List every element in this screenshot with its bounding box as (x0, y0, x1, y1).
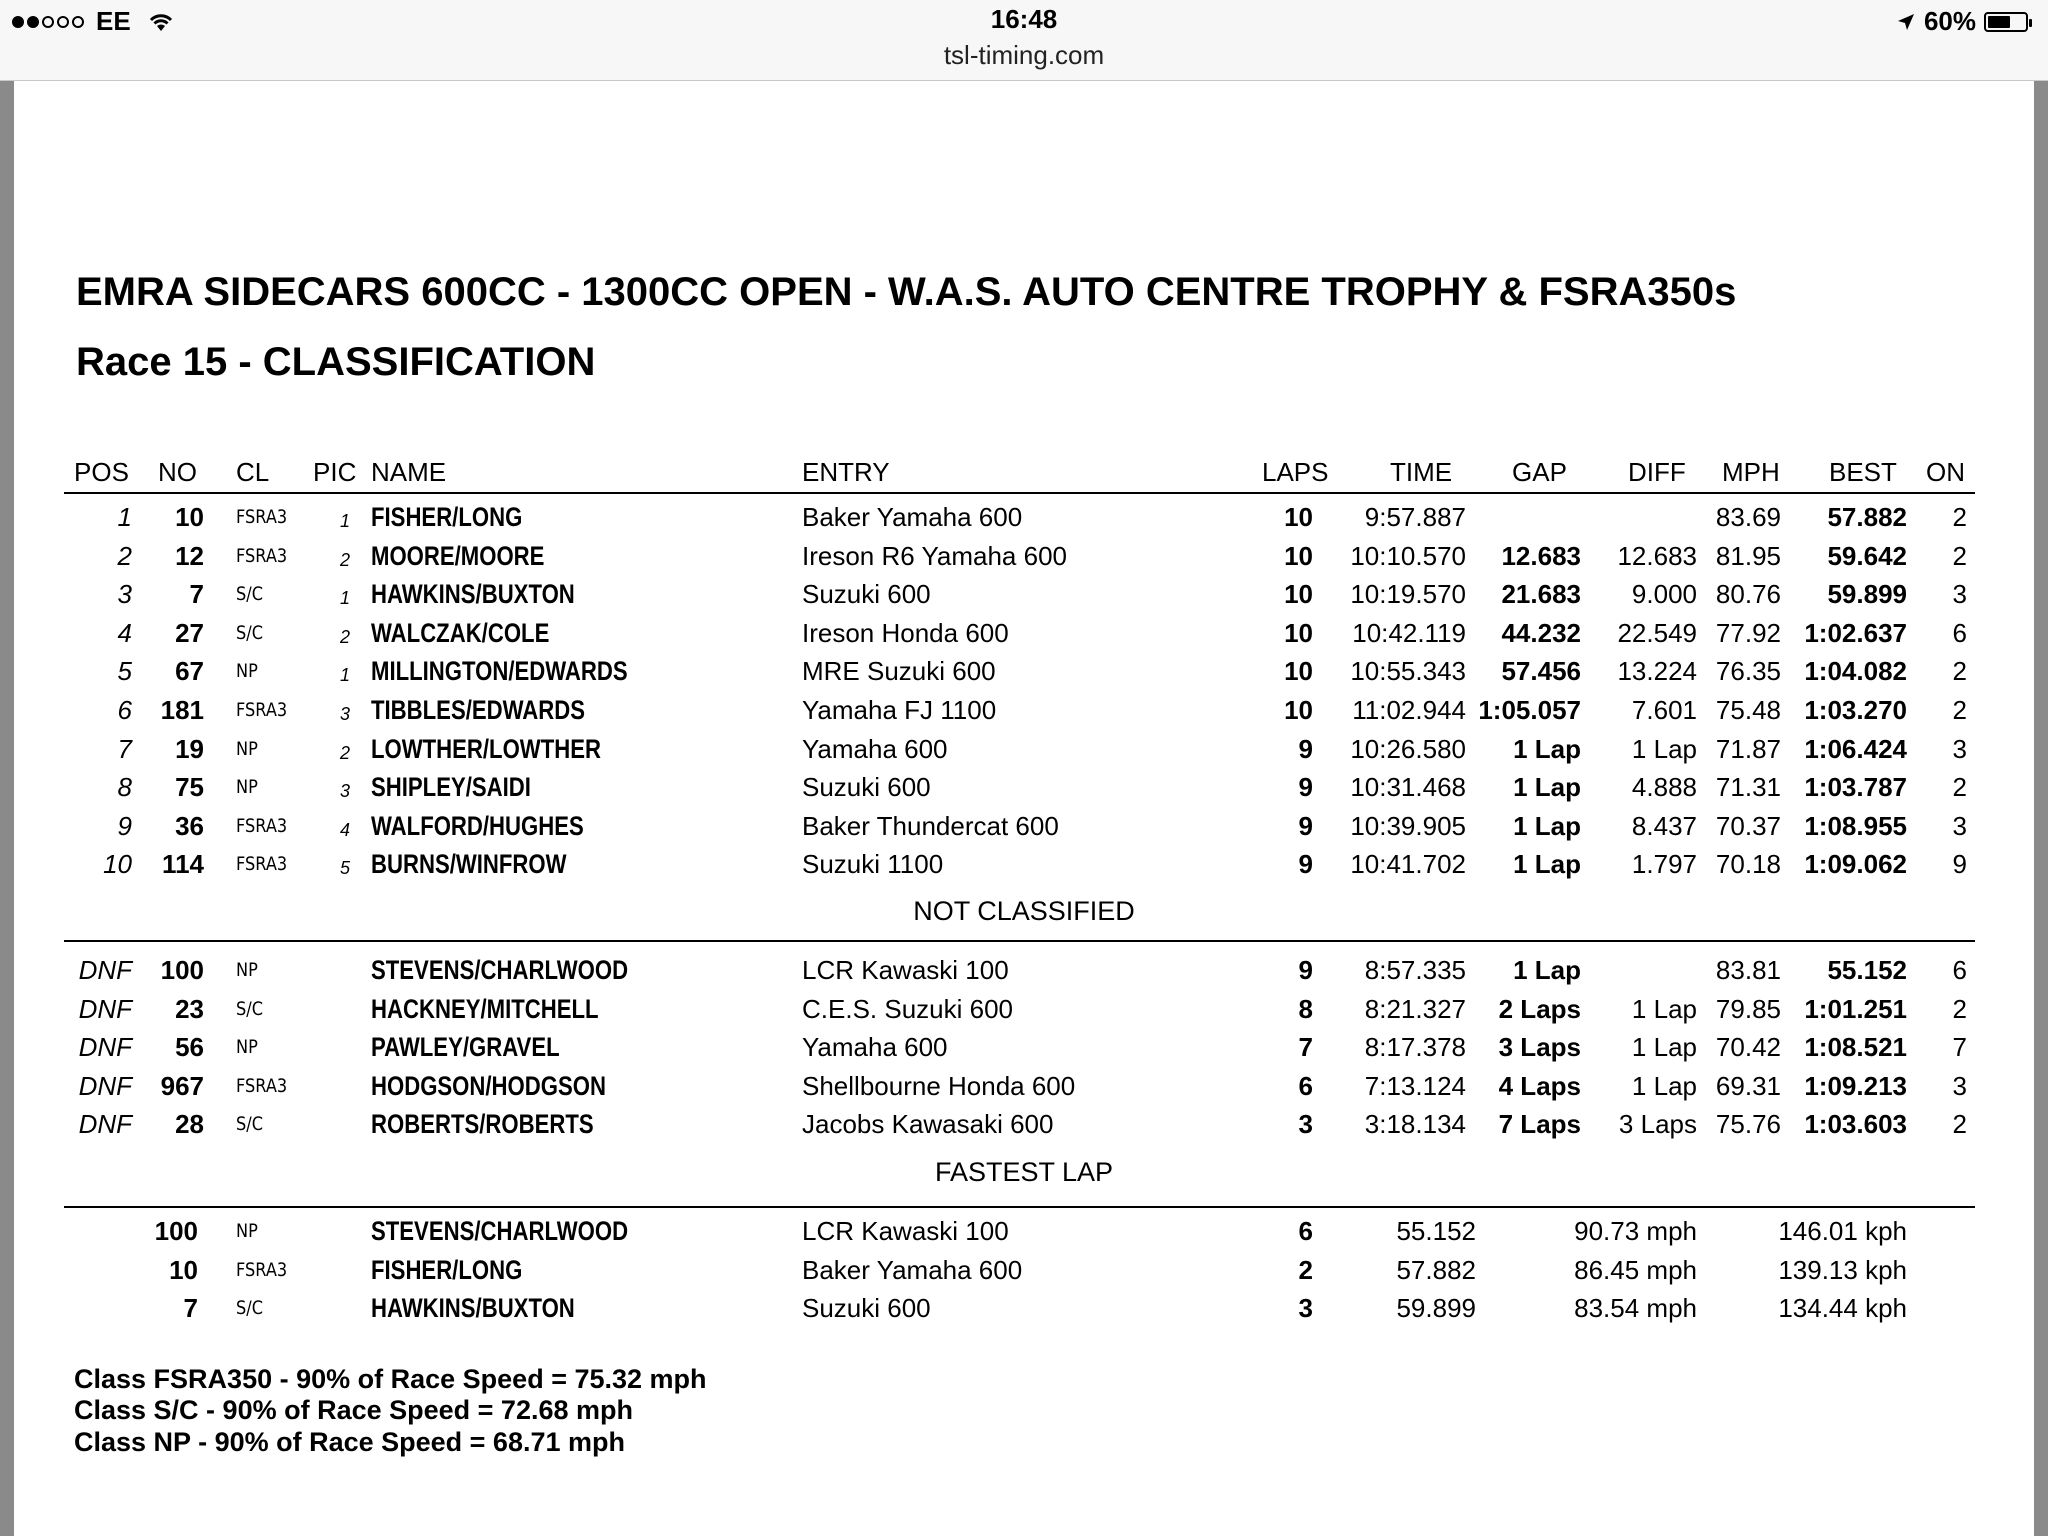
event-title: EMRA SIDECARS 600CC - 1300CC OPEN - W.A.S. AUTO CENTRE TROPHY & FSRA350s (76, 270, 1737, 314)
cell-time: 55.152 (1396, 1216, 1476, 1246)
cell-time: 8:21.327 (1364, 993, 1466, 1024)
footnote-fsra350: Class FSRA350 - 90% of Race Speed = 75.32 mph (74, 1364, 707, 1394)
cell-time: 7:13.124 (1364, 1070, 1466, 1101)
cell-gap: 1 Lap (1513, 810, 1581, 841)
cell-pos: 4 (117, 617, 132, 648)
cell-mph: 70.42 (1715, 1032, 1781, 1063)
cell-laps: 7 (1298, 1032, 1313, 1063)
cell-gap: 57.456 (1501, 656, 1581, 687)
cell-entry: C.E.S. Suzuki 600 (802, 993, 1013, 1024)
carrier-name: EE (96, 6, 131, 36)
cell-best: 59.642 (1827, 540, 1907, 571)
header-pos: POS (74, 457, 129, 487)
cell-no: 23 (175, 993, 204, 1024)
cell-diff: 3 Laps (1618, 1109, 1697, 1140)
cell-no: 36 (175, 810, 204, 841)
header-entry: ENTRY (802, 457, 890, 487)
cell-gap: 7 Laps (1498, 1109, 1581, 1140)
cell-name: HAWKINS/BUXTON (371, 579, 575, 610)
cell-time: 10:31.468 (1350, 772, 1466, 803)
cell-diff: 22.549 (1617, 617, 1697, 648)
cell-time: 59.899 (1396, 1293, 1476, 1324)
cell-gap: 1:05.057 (1478, 695, 1581, 725)
cell-diff: 9.000 (1631, 579, 1697, 610)
cell-mph: 83.54 mph (1574, 1293, 1697, 1324)
header-time: TIME (1390, 457, 1453, 487)
result-row (0, 730, 2048, 768)
cell-mph: 80.76 (1715, 579, 1781, 610)
cell-entry: LCR Kawaski 100 (802, 1216, 1009, 1246)
cell-pic: 3 (340, 704, 351, 724)
dnf-row (0, 1067, 2048, 1105)
cell-mph: 81.95 (1715, 540, 1781, 571)
cell-name: HODGSON/HODGSON (371, 1070, 606, 1101)
cell-name: MILLINGTON/EDWARDS (371, 656, 628, 687)
cell-best: 55.152 (1827, 955, 1907, 985)
race-title: Race 15 - CLASSIFICATION (76, 340, 596, 384)
cell-pos: 1 (117, 502, 132, 532)
cell-no: 12 (175, 540, 204, 571)
header-laps: LAPS (1262, 457, 1329, 487)
cell-best: 1:04.082 (1804, 656, 1907, 687)
cell-on: 9 (1952, 849, 1967, 880)
cell-kph: 139.13 kph (1778, 1254, 1907, 1285)
cell-pos: 5 (117, 656, 132, 687)
cell-no: 114 (162, 849, 204, 880)
cell-class: S/C (236, 621, 263, 644)
cell-no: 67 (175, 656, 204, 687)
cell-no: 967 (160, 1070, 204, 1101)
cell-class: FSRA3 (236, 853, 288, 876)
header-no: NO (158, 457, 197, 487)
cell-name: STEVENS/CHARLWOOD (371, 1216, 629, 1246)
cell-laps: 6 (1298, 1070, 1313, 1101)
cell-no: 100 (160, 955, 204, 985)
cell-best: 59.899 (1827, 579, 1907, 610)
cell-time: 10:39.905 (1350, 810, 1466, 841)
cell-diff: 1 Lap (1631, 993, 1697, 1024)
cell-time: 3:18.134 (1364, 1109, 1466, 1140)
cell-lap: 2 (1298, 1254, 1313, 1285)
cell-name: SHIPLEY/SAIDI (371, 772, 531, 803)
cell-laps: 10 (1284, 502, 1313, 532)
cell-pic: 1 (340, 665, 351, 686)
cell-pos: DNF (78, 1032, 132, 1063)
cell-no: 56 (175, 1032, 204, 1063)
cell-no: 7 (183, 1293, 198, 1324)
cell-best: 1:03.270 (1804, 695, 1907, 725)
cell-laps: 9 (1298, 955, 1313, 985)
result-row (0, 498, 2048, 536)
cell-diff: 8.437 (1631, 810, 1697, 841)
cell-pos: 8 (117, 772, 132, 803)
cell-name: MOORE/MOORE (371, 540, 545, 571)
cell-pic: 1 (340, 511, 351, 531)
cell-pos: 6 (117, 695, 132, 725)
cell-mph: 86.45 mph (1574, 1254, 1697, 1285)
cell-no: 75 (175, 772, 204, 803)
cell-class: NP (236, 776, 258, 799)
cell-laps: 10 (1284, 540, 1313, 571)
cell-name: WALCZAK/COLE (371, 617, 550, 648)
cell-pos: DNF (78, 1070, 132, 1101)
cell-entry: Suzuki 1100 (802, 849, 944, 880)
cell-gap: 4 Laps (1498, 1070, 1581, 1101)
cell-entry: MRE Suzuki 600 (802, 656, 996, 687)
ios-status-bar (0, 0, 2048, 81)
cell-no: 181 (160, 695, 204, 725)
cell-on: 2 (1952, 695, 1967, 725)
cell-pic: 4 (340, 819, 351, 840)
cell-mph: 90.73 mph (1574, 1216, 1697, 1246)
cell-mph: 69.31 (1715, 1070, 1781, 1101)
cell-pic: 2 (340, 549, 351, 570)
cell-name: HACKNEY/MITCHELL (371, 993, 599, 1024)
fastest-lap-heading: FASTEST LAP (934, 1157, 1114, 1187)
cell-class: FSRA3 (236, 699, 288, 721)
url-bar[interactable]: tsl-timing.com (943, 40, 1105, 70)
cell-mph: 77.92 (1715, 617, 1781, 648)
cell-no: 7 (189, 579, 204, 610)
cell-name: FISHER/LONG (371, 502, 523, 532)
cell-class: FSRA3 (236, 544, 288, 567)
header-diff: DIFF (1628, 457, 1686, 487)
cell-name: STEVENS/CHARLWOOD (371, 955, 629, 985)
cell-time: 10:41.702 (1350, 849, 1466, 880)
result-row (0, 768, 2048, 806)
location-arrow-icon (1896, 12, 1916, 32)
cell-laps: 10 (1284, 617, 1313, 648)
cell-laps: 9 (1298, 849, 1313, 880)
cell-entry: Ireson Honda 600 (802, 617, 1009, 648)
cell-entry: Ireson R6 Yamaha 600 (802, 540, 1067, 571)
cell-gap: 1 Lap (1513, 733, 1581, 764)
header-mph: MPH (1722, 457, 1780, 487)
cell-diff: 1.797 (1631, 849, 1697, 880)
cell-on: 2 (1952, 656, 1967, 687)
cell-class: NP (236, 1220, 258, 1242)
footnote-sc: Class S/C - 90% of Race Speed = 72.68 mph (74, 1395, 633, 1425)
dnf-row (0, 990, 2048, 1028)
cell-mph: 83.69 (1715, 502, 1781, 532)
cell-gap: 2 Laps (1498, 993, 1581, 1024)
cell-class: NP (236, 959, 258, 981)
cell-name: LOWTHER/LOWTHER (371, 733, 601, 764)
cell-time: 57.882 (1396, 1254, 1476, 1285)
cell-gap: 3 Laps (1498, 1032, 1581, 1063)
cell-entry: Yamaha FJ 1100 (802, 695, 997, 725)
header-rule (64, 492, 1975, 494)
cell-on: 7 (1952, 1032, 1967, 1063)
cell-laps: 10 (1284, 656, 1313, 687)
cell-best: 1:03.787 (1804, 772, 1907, 803)
fastest-lap-row (0, 1251, 2048, 1289)
cell-no: 19 (175, 733, 204, 764)
header-on: ON (1926, 457, 1965, 487)
cell-entry: Baker Yamaha 600 (802, 502, 1023, 532)
cell-pos: 2 (117, 540, 132, 571)
cell-laps: 10 (1284, 579, 1313, 610)
fastest-lap-row (0, 1212, 2048, 1250)
cell-gap: 1 Lap (1513, 849, 1581, 880)
cell-class: S/C (236, 1297, 263, 1320)
cell-diff: 13.224 (1617, 656, 1697, 687)
cell-best: 1:03.603 (1804, 1109, 1907, 1140)
cell-pic: 2 (340, 742, 351, 763)
cell-pos: 9 (117, 810, 132, 841)
cell-mph: 76.35 (1715, 656, 1781, 687)
cell-mph: 70.37 (1715, 810, 1781, 841)
cell-entry: Yamaha 600 (802, 733, 948, 764)
cell-mph: 71.87 (1715, 733, 1781, 764)
header-cl: CL (236, 457, 270, 487)
cell-lap: 3 (1298, 1293, 1313, 1324)
cell-no: 10 (175, 502, 204, 532)
dnf-row (0, 1028, 2048, 1066)
cell-entry: Yamaha 600 (802, 1032, 948, 1063)
header-name: NAME (371, 457, 447, 487)
cell-name: HAWKINS/BUXTON (371, 1293, 575, 1324)
cell-mph: 70.18 (1715, 849, 1781, 880)
cell-pic: 3 (340, 781, 351, 802)
cell-pos: DNF (78, 1109, 132, 1140)
cell-class: FSRA3 (236, 1258, 288, 1281)
cell-pos: 3 (117, 579, 132, 610)
cell-mph: 79.85 (1715, 993, 1781, 1024)
cell-mph: 83.81 (1715, 955, 1781, 985)
result-row (0, 575, 2048, 613)
fastest-lap-rule (64, 1206, 1975, 1208)
cell-entry: Suzuki 600 (802, 1293, 931, 1324)
battery-group (1896, 6, 2028, 37)
cell-best: 1:08.521 (1804, 1032, 1907, 1063)
result-row (0, 807, 2048, 845)
cell-diff: 1 Lap (1631, 733, 1697, 764)
cell-best: 1:06.424 (1804, 733, 1907, 764)
cell-class: S/C (236, 583, 263, 606)
cell-time: 10:26.580 (1350, 733, 1466, 764)
cell-name: WALFORD/HUGHES (371, 810, 584, 841)
cell-name: BURNS/WINFROW (371, 849, 567, 880)
cell-gap: 1 Lap (1513, 955, 1581, 985)
cell-class: S/C (236, 1113, 263, 1136)
clock: 16:48 (990, 4, 1058, 34)
cell-best: 1:08.955 (1804, 810, 1907, 841)
cell-on: 3 (1952, 579, 1967, 610)
dnf-row (0, 951, 2048, 989)
cell-no: 28 (175, 1109, 204, 1140)
result-row (0, 537, 2048, 575)
cell-on: 3 (1952, 810, 1967, 841)
cell-no: 100 (154, 1216, 198, 1246)
header-pic: PIC (313, 457, 357, 487)
cell-class: NP (236, 737, 258, 760)
cell-laps: 9 (1298, 733, 1313, 764)
cell-time: 9:57.887 (1364, 502, 1466, 532)
cell-on: 2 (1952, 993, 1967, 1024)
cell-name: ROBERTS/ROBERTS (371, 1109, 594, 1140)
cell-on: 2 (1952, 502, 1967, 532)
cell-class: NP (236, 660, 258, 683)
cell-pic: 1 (340, 588, 351, 609)
cell-pic: 5 (340, 858, 351, 879)
cell-on: 2 (1952, 1109, 1967, 1140)
cell-diff: 1 Lap (1631, 1070, 1697, 1101)
cell-best: 1:09.213 (1804, 1070, 1907, 1101)
cell-entry: Suzuki 600 (802, 772, 931, 803)
result-row (0, 652, 2048, 690)
cell-on: 6 (1952, 617, 1967, 648)
cell-name: TIBBLES/EDWARDS (371, 695, 586, 725)
cell-on: 2 (1952, 540, 1967, 571)
cell-gap: 12.683 (1501, 540, 1581, 571)
cell-laps: 9 (1298, 772, 1313, 803)
cell-time: 10:55.343 (1350, 656, 1466, 687)
not-classified-heading: NOT CLASSIFIED (913, 896, 1135, 926)
cell-entry: Baker Yamaha 600 (802, 1254, 1023, 1285)
result-row (0, 614, 2048, 652)
cell-kph: 146.01 kph (1778, 1216, 1907, 1246)
cell-gap: 21.683 (1501, 579, 1581, 610)
cell-best: 57.882 (1827, 502, 1907, 532)
cell-best: 1:09.062 (1804, 849, 1907, 880)
cell-time: 10:42.119 (1352, 617, 1466, 648)
cell-time: 10:19.570 (1350, 579, 1466, 610)
cell-class: S/C (236, 997, 263, 1020)
battery-icon (1984, 12, 2028, 32)
cell-kph: 134.44 kph (1778, 1293, 1907, 1324)
cell-laps: 10 (1284, 695, 1313, 725)
header-gap: GAP (1512, 457, 1567, 487)
fastest-lap-row (0, 1289, 2048, 1327)
cell-entry: Suzuki 600 (802, 579, 931, 610)
battery-level-fill (1988, 16, 2010, 28)
cell-best: 1:01.251 (1804, 993, 1907, 1024)
cell-time: 10:10.570 (1350, 540, 1466, 571)
cell-time: 8:17.378 (1364, 1032, 1466, 1063)
cell-time: 8:57.335 (1364, 955, 1466, 985)
cell-on: 6 (1952, 955, 1967, 985)
result-row (0, 691, 2048, 729)
result-row (0, 845, 2048, 883)
battery-percent: 60% (1923, 6, 1976, 36)
cell-name: FISHER/LONG (371, 1254, 523, 1285)
cell-laps: 9 (1298, 810, 1313, 841)
cell-pos: DNF (78, 955, 132, 985)
cell-laps: 8 (1298, 993, 1313, 1024)
cell-class: FSRA3 (236, 814, 288, 837)
not-classified-rule (64, 940, 1975, 942)
dnf-row (0, 1105, 2048, 1143)
cell-entry: LCR Kawaski 100 (802, 955, 1009, 985)
cell-best: 1:02.637 (1804, 617, 1907, 648)
cell-on: 3 (1952, 733, 1967, 764)
cell-entry: Baker Thundercat 600 (802, 810, 1059, 841)
cell-on: 2 (1952, 772, 1967, 803)
cell-pic: 2 (340, 626, 351, 647)
cell-mph: 71.31 (1715, 772, 1781, 803)
header-best: BEST (1829, 457, 1897, 487)
cell-entry: Shellbourne Honda 600 (802, 1070, 1076, 1101)
cell-mph: 75.76 (1715, 1109, 1781, 1140)
cell-no: 10 (169, 1254, 198, 1285)
cell-mph: 75.48 (1715, 695, 1781, 725)
cell-diff: 1 Lap (1631, 1032, 1697, 1063)
cell-gap: 1 Lap (1513, 772, 1581, 803)
cell-no: 27 (175, 617, 204, 648)
cell-diff: 7.601 (1631, 695, 1697, 725)
cell-class: FSRA3 (236, 1074, 288, 1097)
cell-laps: 3 (1298, 1109, 1313, 1140)
cell-pos: 7 (117, 733, 132, 764)
footnote-np: Class NP - 90% of Race Speed = 68.71 mph (74, 1427, 625, 1457)
cell-class: NP (236, 1036, 258, 1059)
cell-pos: 10 (103, 849, 132, 880)
cell-time: 11:02.944 (1352, 695, 1466, 725)
cell-diff: 4.888 (1631, 772, 1697, 803)
cell-class: FSRA3 (236, 506, 288, 528)
cell-on: 3 (1952, 1070, 1967, 1101)
cell-lap: 6 (1298, 1216, 1313, 1246)
results-header-row (0, 453, 2048, 491)
cell-pos: DNF (78, 993, 132, 1024)
cell-name: PAWLEY/GRAVEL (371, 1032, 560, 1063)
cell-entry: Jacobs Kawasaki 600 (802, 1109, 1054, 1140)
cell-diff: 12.683 (1617, 540, 1697, 571)
cell-gap: 44.232 (1501, 617, 1581, 648)
